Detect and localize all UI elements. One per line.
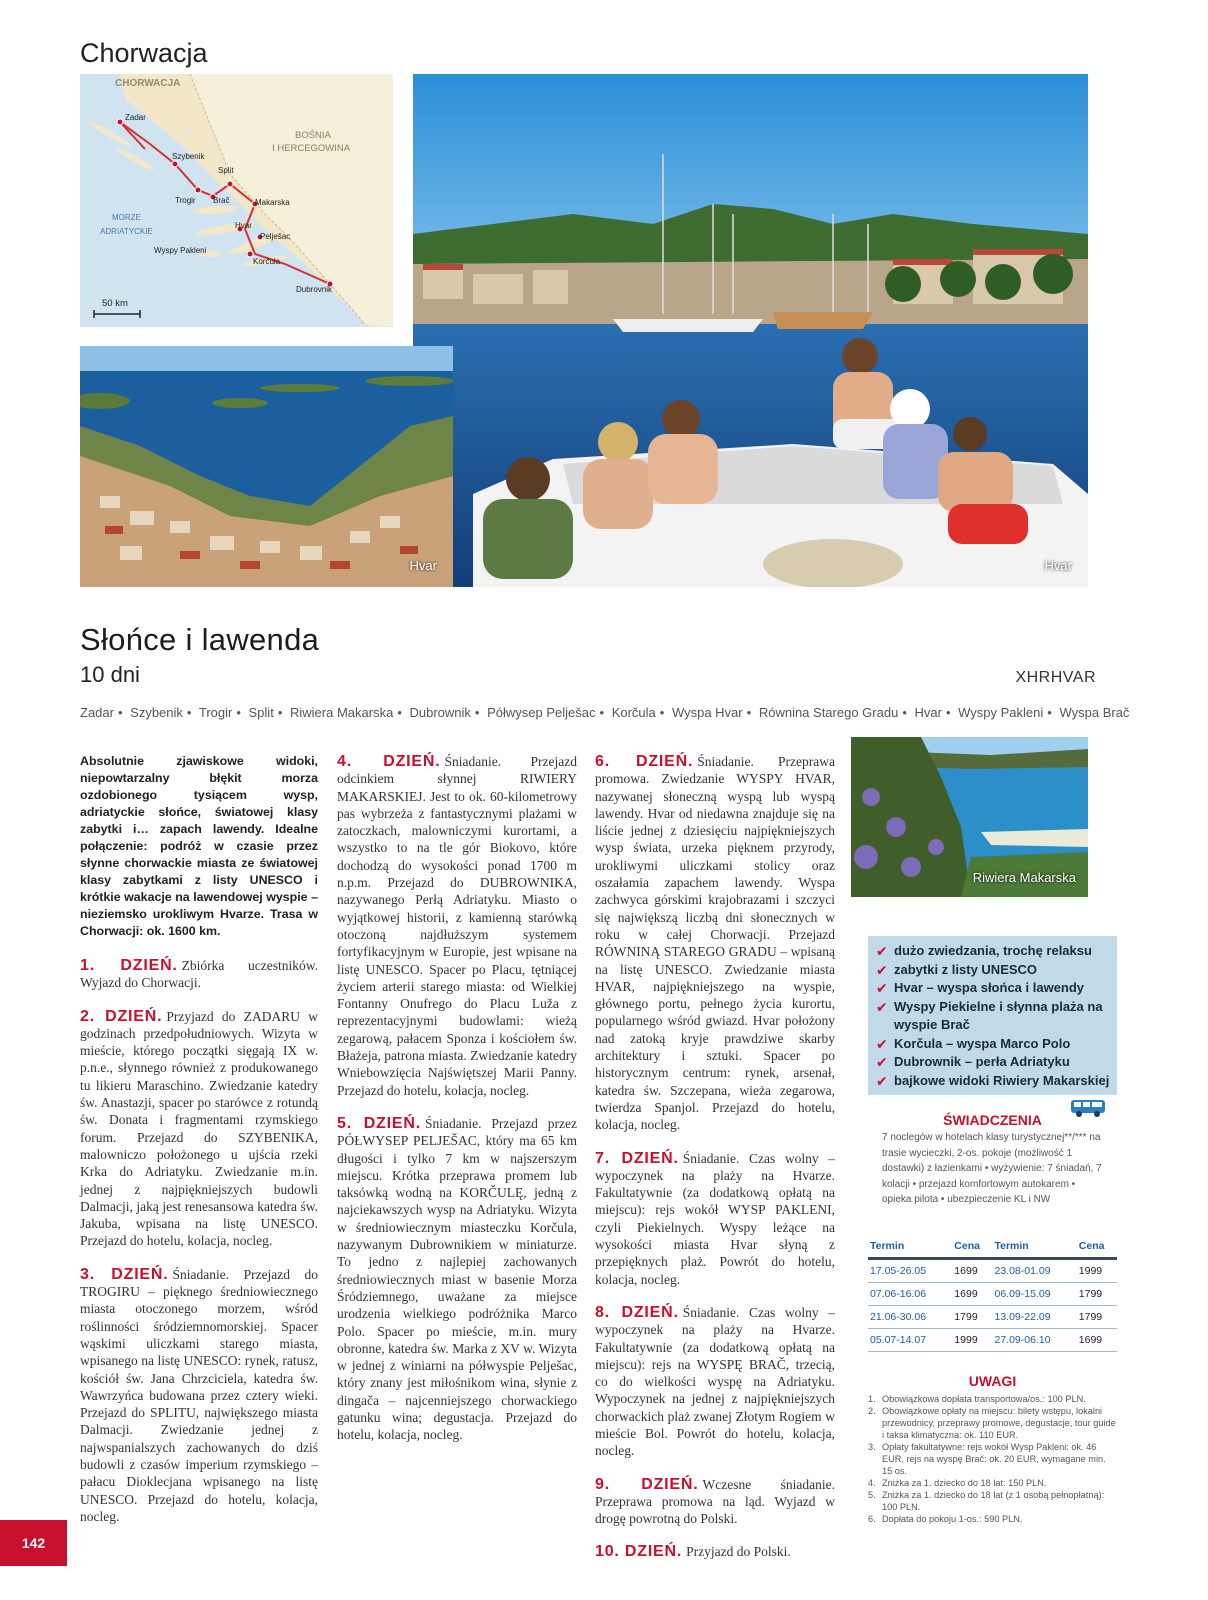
note-item: 2. Obowiązkowe opłaty na miejscu: bilety wstępu, lokalni przewodnicy, przeprawy promowe, degustacje, tour guide i taksa klimatyczna: ok. 110 EUR. [868, 1406, 1116, 1440]
services-text: 7 noclegów w hotelach klasy turystycznej**/*** na trasie wycieczki, 2-os. pokoje (możliwość 1 dostawki) z łazienkami • wyżywienie: 7 śniadań, 7 kolacji • przejazd komfortowym autokarem • opieka pilota • ubezpieczenie KL i NW [882, 1132, 1102, 1205]
price-table-header [868, 1236, 1117, 1259]
day-text: Śniadanie. Przejazd przez PÓŁWYSEP PELJEŠAC, który ma 65 km długości i tylko 7 km w najszerszym miejscu. Krótka przeprawa promem lub taksówką wodną na KORČULĘ, jedną z najciekawszych wysp na Adriatyku. Wizyta w średniowiecznym miasteczku Korčula, nazywanym Dubrownikiem w miniaturze. To jedno z najlepiej zachowanych średniowiecznych miast w basenie Morza Śródziemnego, uważane za miejsce urodzenia wielkiego podróżnika Marco Polo. Spacer po mieście, m.in. mury obronne, katedra św. Marka z XV w. Wizyta w jednej z winiarni na półwyspie Pelješac, który znany jest miłośnikom wina, słynie z dingača – najcenniejszego chorwackiego gatunku wina; degustacja. Przejazd do hotelu, kolacja, nocleg. [337, 1115, 577, 1443]
hvar-harbour-photo [413, 74, 1088, 587]
day-text: Śniadanie. Czas wolny – wypoczynek na plaży na Hvarze. Fakultatywnie (za dodatkową opłatą na miejscu): rejs na WYSPĘ BRAČ, trzecią, co do wielkości wyspę na Adriatyku. Wypoczynek na jednej z najpiękniejszych chorwackich plaż zwanej Złotym Rogiem w mieście Bol. Powrót do hotelu, kolacja, nocleg. [595, 1304, 836, 1459]
itinerary-column-1 [80, 753, 318, 1541]
day-3 [80, 1266, 318, 1525]
day-10 [595, 1543, 835, 1560]
day-4 [337, 753, 577, 1099]
day-label: 6. DZIEŃ. [595, 753, 694, 770]
tour-route: Zadar • Szybenik • Trogir • Split • Riwiera Makarska • Dubrownik • Półwysep Pelješac • Korčula • Wyspa Hvar • Równina Starego Gradu • Hvar • Wyspy Pakleni • Wyspa Brač [80, 705, 1130, 720]
map-place-pakleni: Wyspy Pakleni [154, 246, 207, 255]
highlight-item: ✔ Dubrownik – perła Adriatyku [876, 1054, 1070, 1070]
note-item: 1. Obowiązkowa dopłata transportowa/os.: 100 PLN. [868, 1394, 1086, 1404]
makarska-photo [851, 737, 1088, 897]
route-stop: Szybenik [130, 705, 183, 720]
price-table [868, 1236, 1117, 1352]
services-heading: ŚWIADCZENIA [943, 1112, 1042, 1128]
route-stop: Półwysep Pelješac [487, 705, 596, 720]
notes-list [868, 1393, 1117, 1525]
map-place-zadar: Zadar [125, 113, 146, 122]
table-row: 17.05-26.05 1699 23.08-01.09 1999 [868, 1259, 1117, 1283]
checkmark-icon: ✔ [876, 998, 888, 1015]
hvar-aerial-caption: Hvar [409, 558, 437, 573]
notes-heading: UWAGI [968, 1373, 1017, 1389]
day-2 [80, 1008, 318, 1250]
highlights-box [868, 936, 1117, 1095]
page-country-heading: Chorwacja [80, 38, 208, 68]
day-label: 5. DZIEŃ. [337, 1114, 421, 1132]
map-neighbor-label-2: I HERCEGOWINA [272, 143, 351, 154]
map-place-korcula: Korčula [253, 257, 281, 266]
route-stop: Hvar [914, 705, 942, 720]
day-9 [595, 1476, 835, 1528]
day-text: Śniadanie. Czas wolny – wypoczynek na plaży na Hvarze. Fakultatywnie (za dodatkową opłatą na miejscu): rejs wokół WYSP PAKLENI, czyli Piekielnych. Wyspy leżące na wysokości miasta Hvar słyną z przepięknych plaż. Powrót do hotelu, kolacja, nocleg. [595, 1150, 836, 1287]
highlight-item: ✔ bajkowe widoki Riwiery Makarskiej [876, 1072, 1110, 1089]
hvar-aerial-photo [80, 346, 453, 587]
table-row: 07.06-16.06 1699 06.09-15.09 1799 [868, 1283, 1117, 1306]
checkmark-icon: ✔ [876, 961, 888, 978]
header-price: Cena [1077, 1236, 1117, 1259]
hvar-harbour-caption: Hvar [1044, 558, 1072, 573]
map-place-brac: Brač [213, 196, 230, 205]
header-term: Termin [992, 1236, 1076, 1259]
map-place-dubrovnik: Dubrovnik [296, 285, 333, 294]
map-country-label: CHORWACJA [115, 78, 181, 89]
header-term: Termin [868, 1236, 952, 1259]
route-map [80, 74, 393, 327]
day-text: Wczesne śniadanie. Przeprawa promowa na ląd. Wyjazd w drogę powrotną do Polski. [595, 1476, 835, 1527]
map-neighbor-label-1: BOŚNIA [295, 130, 331, 141]
bus-icon [1070, 1098, 1106, 1118]
tour-lead: Absolutnie zjawiskowe widoki, niepowtarzalny błękit morza ozdobionego tysiącem wysp, adriatyckie słońce, światowej klasy zabytki i… zapach lawendy. Idealne połączenie: podróż w czasie przez słynne chorwackie miasta ze światowej klasy zabytkami z listy UNESCO i krótkie wakacje na lawendowej wyspie – nieziemsko urokliwym Hvarze. Trasa w Chorwacji: ok. 1600 km. [80, 754, 318, 938]
highlight-item: ✔ Hvar – wyspa słońca i lawendy [876, 980, 1085, 996]
makarska-caption: Riwiera Makarska [972, 870, 1076, 885]
note-item: 4. Zniżka za 1. dziecko do 18 lat: 150 PLN. [868, 1478, 1047, 1488]
map-sea-label-1: MORZE [112, 213, 141, 222]
route-stop: Wyspy Pakleni [958, 705, 1044, 720]
map-place-makarska: Makarska [255, 198, 290, 207]
table-row: 21.06-30.06 1799 13.09-22.09 1799 [868, 1306, 1117, 1329]
day-text: Śniadanie. Przejazd odcinkiem słynnej RIWIERY MAKARSKIEJ. Jest to ok. 60-kilometrowy pas wybrzeża z fantastycznymi plażami w zatoczkach, malowniczymi kurortami, a wszystko to na tle gór Biokovo, które dochodzą do wysokości ponad 1700 m n.p.m. Przejazd do DUBROWNIKA, nazywanego Perłą Adriatyku. Miasto o wyjątkowej historii, z kamienną starówką otoczoną najdłuższym systemem fortyfikacyjnym w Europie, jest wpisane na listę UNESCO. Spacer po Placu, tętniącej życiem arterii starego miasta: od Wielkiej Fontanny Onufrego do Placu Luža z reprezentacyjnymi budowlami: wieżą zegarową, pałacem Sponza i kościołem św. Błażeja, patrona miasta. Zwiedzanie katedry Wniebowzięcia Najświętszej Marii Panny. Przejazd do hotelu, kolacja, nocleg. [337, 754, 577, 1098]
day-text: Śniadanie. Przeprawa promowa. Zwiedzanie WYSPY HVAR, nazywanej słoneczną wyspą lub wyspą lawendy. Hvar od niedawna znajduje się na liście jednej z dziesięciu najpiękniejszych wysp świata, urzeka pięknem przyrody, urokliwymi uliczkami stolicy oraz oszałamia zapachem lawendy. Wyspa zachwyca górskimi krajobrazami i szczyci się największą liczbą dni słonecznych w roku w całej Chorwacji. Przejazd RÓWNINĄ STAREGO GRADU – wpisaną na listę UNESCO. Zwiedzanie miasta HVAR, najpiękniejszego na wyspie, głównego portu, pełnego życia kurortu, popularnego wśród gwiazd. Hvar położony nad zatoką kryje prawdziwe skarby architektury i sztuki. Spacer po historycznym centrum: rynek, arsenał, katedra św. Szczepana, wieża zegarowa, twierdza Spanjol. Przejazd do hotelu, kolacja, nocleg. [595, 754, 836, 1133]
note-item: 3. Opłaty fakultatywne: rejs wokół Wysp Pakleni: ok. 46 EUR, rejs na wyspę Brač: ok. 20 EUR, wymagane min. 15 os. [868, 1442, 1106, 1476]
route-stop: Równina Starego Gradu [758, 705, 899, 720]
day-6 [595, 753, 835, 1134]
highlight-item: ✔ Wyspy Piekielne i słynna plaża na wyspie Brač [876, 998, 1103, 1032]
highlight-item: ✔ zabytki z listy UNESCO [876, 961, 1038, 978]
day-label: 1. DZIEŃ. [80, 957, 178, 974]
day-label: 7. DZIEŃ. [595, 1149, 679, 1167]
day-1 [80, 957, 318, 992]
highlight-item: ✔ dużo zwiedzania, trochę relaksu [876, 943, 1092, 959]
header-price: Cena [952, 1236, 992, 1259]
itinerary-column-3 [595, 753, 835, 1577]
map-scale: 50 km [102, 298, 128, 309]
tour-duration: 10 dni [80, 662, 140, 687]
route-stop: Wyspa Brač [1059, 705, 1130, 720]
checkmark-icon: ✔ [876, 1035, 888, 1052]
day-5 [337, 1115, 577, 1444]
day-text: Śniadanie. Przejazd do TROGIRU – pięknego średniowiecznego miasta otoczonego morzem, wśród roślinności śródziemnomorskiej. Spacer wąskimi uliczkami starego miasta, wpisanego na listę UNESCO: rynek, ratusz, kościół św. Jana Chrzciciela, katedra św. Wawrzyńca budowana przez cztery wieki. Przejazd do SPLITU, największego miasta Dalmacji. Zwiedzanie jednej z najwspanialszych zachowanych do dziś budowli z czasów imperium rzymskiego – pałacu Dioklecjana wpisanego na listę UNESCO. Przejazd do hotelu, kolacja, nocleg. [80, 1266, 318, 1524]
route-stop: Zadar [80, 705, 114, 720]
day-text: Przyjazd do ZADARU w godzinach przedpołudniowych. Wizyta w mieście, którego początki sięgają IX w. p.n.e., słynnego również z produkowanego tu likieru Maraschino. Zwiedzanie katedry św. Anastazji, spacer po starówce z rotundą św. Donata i fragmentami rzymskiego forum. Przejazd do SZYBENIKA, malowniczo położonego u ujścia rzeki Krka do Adriatyku. Zwiedzanie m.in. jednej z najpiękniejszych budowli Dalmacji, jaką jest renesansowa katedra św. Jakuba, wpisana na listę UNESCO. Przejazd do hotelu, kolacja, nocleg. [80, 1008, 319, 1249]
table-row: 05.07-14.07 1999 27.09-06.10 1699 [868, 1329, 1117, 1352]
note-item: 5. Zniżka za 1. dziecko do 18 lat (z 1 osobą pełnopłatną): 100 PLN. [868, 1490, 1105, 1512]
route-stop: Korčula [611, 705, 656, 720]
day-label: 8. DZIEŃ. [595, 1303, 679, 1321]
tour-code: XHRHVAR [1015, 669, 1096, 686]
map-place-peljesac: Pelješac [260, 232, 291, 241]
page-number: 142 [0, 1520, 67, 1566]
day-label: 10. DZIEŃ. [595, 1543, 683, 1561]
day-text: Zbiórka uczestników. Wyjazd do Chorwacji. [80, 958, 318, 991]
map-place-hvar: Hvar [235, 221, 252, 230]
route-stop: Trogir [198, 705, 233, 720]
tour-title: Słońce i lawenda [80, 622, 320, 657]
itinerary-column-2 [337, 753, 577, 1460]
route-stop: Wyspa Hvar [671, 705, 743, 720]
route-stop: Dubrownik [409, 705, 471, 720]
route-stop: Split [248, 705, 274, 720]
map-sea-label-2: ADRIATYCKIE [100, 227, 153, 236]
day-label: 2. DZIEŃ. [80, 1007, 163, 1025]
route-stop: Riwiera Makarska [290, 705, 394, 720]
day-text: Przyjazd do Polski. [686, 1544, 791, 1560]
day-label: 4. DZIEŃ. [337, 753, 441, 770]
checkmark-icon: ✔ [876, 980, 888, 996]
checkmark-icon: ✔ [876, 1072, 888, 1089]
day-7 [595, 1150, 835, 1288]
map-place-split: Split [218, 166, 234, 175]
day-label: 3. DZIEŃ. [80, 1265, 169, 1283]
checkmark-icon: ✔ [876, 1054, 888, 1070]
checkmark-icon: ✔ [876, 943, 888, 959]
highlight-item: ✔ Korčula – wyspa Marco Polo [876, 1035, 1071, 1052]
map-place-trogir: Trogir [175, 196, 196, 205]
note-item: 6. Dopłata do pokoju 1-os.: 590 PLN. [868, 1514, 1023, 1524]
day-8 [595, 1304, 835, 1460]
map-place-szybenik: Szybenik [172, 152, 205, 161]
day-label: 9. DZIEŃ. [595, 1475, 699, 1493]
